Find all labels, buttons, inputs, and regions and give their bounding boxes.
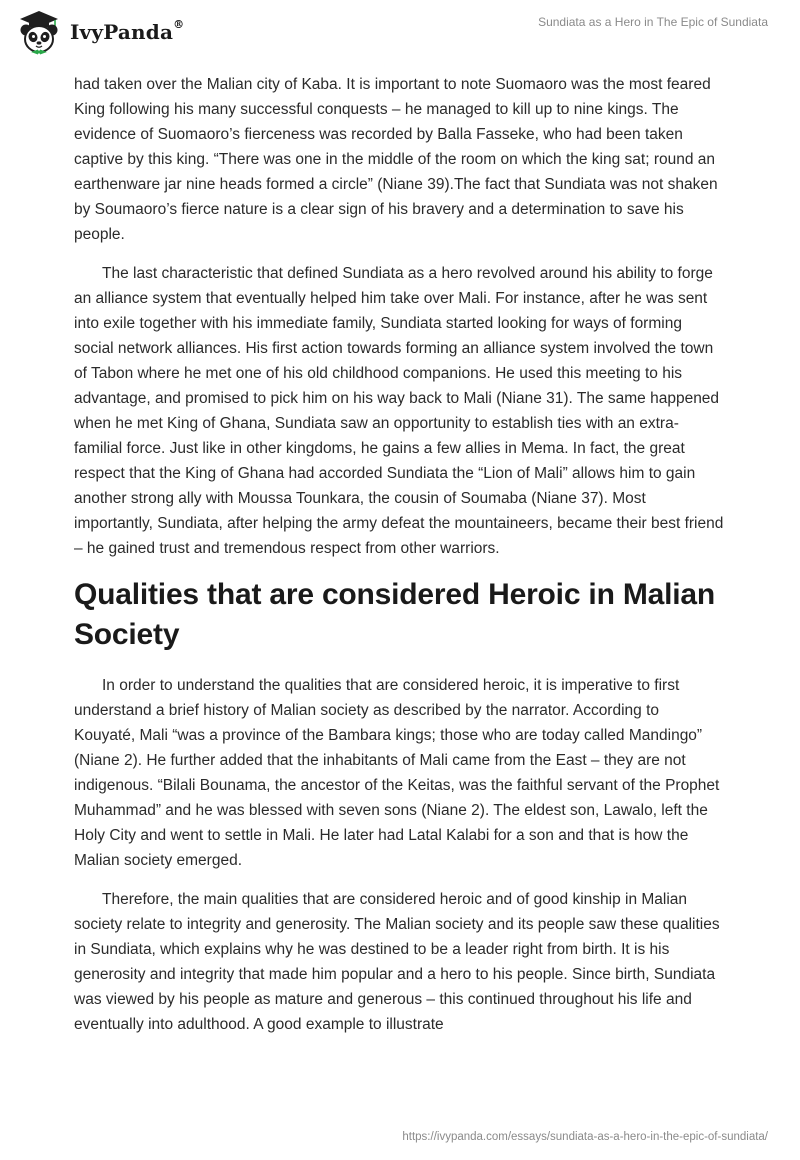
registered-mark: ® [173,18,185,31]
source-url[interactable]: https://ivypanda.com/essays/sundiata-as-a-hero-in-the-epic-of-sundiata/ [402,1131,768,1143]
logo-text: IvyPanda [70,20,174,44]
logo-wordmark [70,20,184,44]
ivypanda-logo[interactable] [14,8,184,56]
section-heading: Qualities that are considered Heroic in Malian Society [74,578,715,651]
panda-graduate-icon [14,8,64,56]
essay-body [74,72,724,1051]
page-header [0,0,800,64]
document-title: Sundiata as a Hero in The Epic of Sundiata [538,15,768,29]
paragraph-qualities: Therefore, the main qualities that are considered heroic and of good kinship in Malian society relate to integrity and generosity. The Malian society and its people saw these qualities in Sundiata, which explains why he was destined to be a leader right from birth. It is his generosity and integrity that made him popular and a hero to his people. Since birth, Sundiata was viewed by his people as mature and generous – this continued throughout his life and eventually into adulthood. A good example to illustrate [74,891,720,1033]
paragraph-continued: had taken over the Malian city of Kaba. It is important to note Suomaoro was the most feared King following his many successful conquests – he managed to kill up to nine kings. The evidence of Suomaoro’s fierceness was recorded by Balla Fasseke, who had been taken captive by this king. “There was one in the middle of the room on which the king sat; round an earthenware jar nine heads formed a circle” (Niane 39).The fact that Sundiata was not shaken by Soumaoro’s fierce nature is a clear sign of his bravery and a determination to save his people. [74,76,718,243]
paragraph-history: In order to understand the qualities that are considered heroic, it is imperative to first understand a brief history of Malian society as described by the narrator. According to Kouyaté, Mali “was a province of the Bambara kings; those who are today called Mandingo” (Niane 2). He further added that the inhabitants of Mali came from the East – they are not indigenous. “Bilali Bounama, the ancestor of the Keitas, was the faithful servant of the Prophet Muhammad” and he was blessed with seven sons (Niane 2). The eldest son, Lawalo, left the Holy City and went to settle in Mali. He later had Latal Kalabi for a son and that is how the Malian society emerged. [74,677,720,869]
paragraph-alliance: The last characteristic that defined Sundiata as a hero revolved around his ability to forge an alliance system that eventually helped him take over Mali. For instance, after he was sent into exile together with his immediate family, Sundiata started looking for ways of forming social network alliances. His first action towards forming an alliance system involved the town of Tabon where he met one of his old childhood companions. He used this meeting to his advantage, and promised to pick him on his way back to Mali (Niane 31). The same happened when he met King of Ghana, Sundiata saw an opportunity to establish ties with an extra-familial force. Just like in other kingdoms, he gains a few allies in Mema. In fact, the great respect that the King of Ghana had accorded Sundiata the “Lion of Mali” allows him to gain another strong ally with Moussa Tounkara, the cousin of Soumaba (Niane 37). Most importantly, Sundiata, after helping the army defeat the mountaineers, became their best friend – he gained trust and tremendous respect from other warriors. [74,265,724,557]
